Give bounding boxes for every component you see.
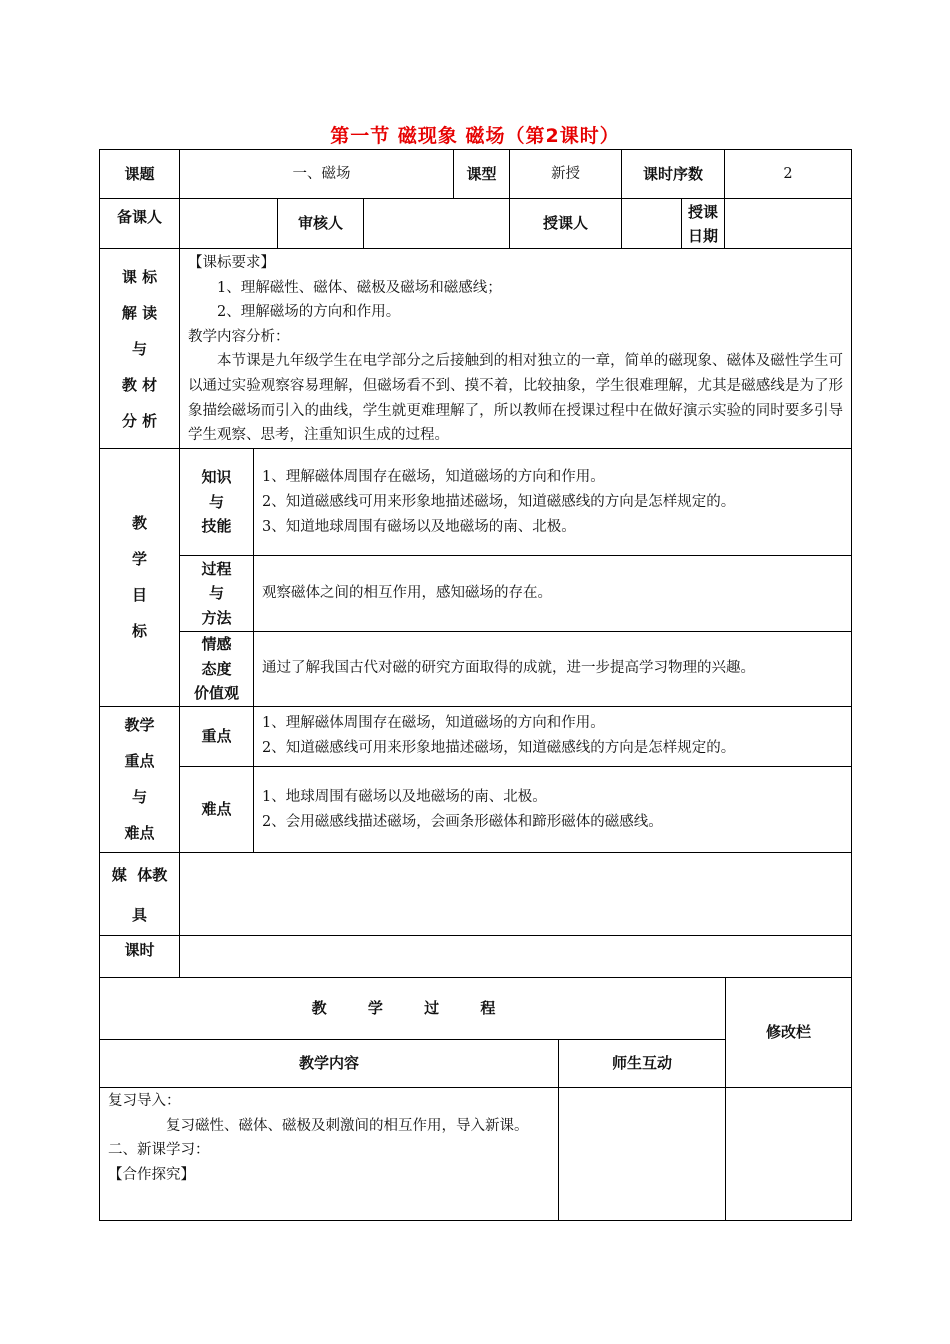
content-line: 二、新课学习： bbox=[108, 1142, 210, 1158]
teacher-label: 授课人 bbox=[510, 199, 622, 249]
date-label-line-2: 日期 bbox=[688, 226, 719, 245]
knowledge-label bbox=[180, 449, 254, 556]
knowledge-item: 2、知道磁感线可用来形象地描述磁场，知道磁感线的方向是怎样规定的。 bbox=[262, 494, 736, 510]
emotion-label-line: 价值观 bbox=[193, 684, 239, 702]
process-heading-row bbox=[100, 978, 852, 1040]
knowledge-label-line: 与 bbox=[208, 492, 224, 511]
standards-heading: 【课标要求】 bbox=[188, 255, 275, 271]
header-row-1 bbox=[100, 150, 852, 199]
goals-label-line: 学 bbox=[131, 550, 147, 569]
standards-label-line: 课 标 bbox=[121, 267, 158, 286]
lesson-plan-table bbox=[99, 149, 852, 978]
key-point-item: 2、知道磁感线可用来形象地描述磁场，知道磁感线的方向是怎样规定的。 bbox=[262, 739, 736, 756]
focus-label bbox=[100, 706, 180, 852]
document-title: 第一节 磁现象 磁场（第2课时） bbox=[330, 125, 620, 147]
analysis-text: 本节课是九年级学生在电学部分之后接触到的相对独立的一章，简单的磁现象、磁体及磁性学生可以通过实验观察容易理解，但磁场看不到、摸不着，比较抽象，学生很难理解，尤其是磁感线是为了形象描绘磁场而引入的曲线，学生就更难理解了，所以教师在授课过程中在做好演示实验的同时要多引导学生观察、思考，注重知识生成的过程。 bbox=[188, 353, 844, 444]
reviewer-label: 审核人 bbox=[278, 199, 364, 249]
standards-requirement: 2、理解磁场的方向和作用。 bbox=[217, 304, 401, 321]
interaction-content bbox=[559, 1088, 726, 1221]
key-point-label: 重点 bbox=[180, 706, 254, 766]
focus-label-line: 教学 bbox=[124, 716, 155, 734]
knowledge-item: 1、理解磁体周围存在磁场，知道磁场的方向和作用。 bbox=[262, 469, 605, 485]
interaction-label: 师生互动 bbox=[559, 1040, 726, 1088]
emotion-label-line: 态度 bbox=[201, 659, 232, 678]
standards-row bbox=[100, 249, 852, 449]
emotion-label-line: 情感 bbox=[201, 635, 232, 653]
process-label-line: 方法 bbox=[201, 608, 232, 627]
focus-label-line: 与 bbox=[131, 788, 147, 806]
preparer-label: 备课人 bbox=[100, 199, 180, 249]
standards-requirement: 1、理解磁性、磁体、磁极及磁场和磁感线； bbox=[217, 279, 502, 296]
emotion-content: 通过了解我国古代对磁的研究方面取得的成就，进一步提高学习物理的兴趣。 bbox=[254, 632, 852, 707]
goals-emotion-row bbox=[100, 632, 852, 707]
process-label-line: 过程 bbox=[201, 559, 232, 578]
goals-knowledge-row bbox=[100, 449, 852, 556]
process-label-line: 与 bbox=[208, 584, 224, 603]
difficult-point-item: 1、地球周围有磁场以及地磁场的南、北极。 bbox=[262, 788, 547, 805]
topic-value: 一、磁场 bbox=[180, 150, 454, 199]
process-content: 观察磁体之间的相互作用，感知磁场的存在。 bbox=[254, 556, 852, 632]
content-line: 【合作探究】 bbox=[108, 1166, 195, 1183]
goals-process-row bbox=[100, 556, 852, 632]
preparer-value bbox=[180, 199, 278, 249]
content-line: 复习导入： bbox=[108, 1093, 181, 1109]
media-content bbox=[180, 852, 852, 935]
key-point-item: 1、理解磁体周围存在磁场，知道磁场的方向和作用。 bbox=[262, 714, 605, 731]
period-number-label: 课时序数 bbox=[622, 150, 725, 199]
type-value: 新授 bbox=[510, 150, 622, 199]
hours-content bbox=[180, 935, 852, 977]
difficult-point-content bbox=[254, 766, 852, 852]
period-number-value: 2 bbox=[725, 150, 852, 199]
emotion-label bbox=[180, 632, 254, 707]
media-label bbox=[100, 852, 180, 935]
revision-content bbox=[726, 1088, 852, 1221]
hours-label: 课时 bbox=[100, 935, 180, 977]
process-heading bbox=[100, 978, 726, 1040]
hours-row bbox=[100, 935, 852, 977]
difficult-point-item: 2、会用磁感线描述磁场，会画条形磁体和蹄形磁体的磁感线。 bbox=[262, 813, 663, 830]
key-point-content bbox=[254, 706, 852, 766]
content-line: 复习磁性、磁体、磁极及刺激间的相互作用，导入新课。 bbox=[166, 1117, 529, 1134]
date-label-line-1: 授课 bbox=[688, 202, 719, 221]
process-heading-text: 教 学 过 程 bbox=[311, 999, 514, 1017]
goals-label-line: 教 bbox=[131, 514, 147, 533]
focus-difficult-row bbox=[100, 766, 852, 852]
header-row-2 bbox=[100, 199, 852, 249]
teaching-content bbox=[100, 1088, 559, 1221]
process-body-row bbox=[100, 1088, 852, 1221]
focus-label-line: 难点 bbox=[124, 824, 155, 842]
difficult-point-label: 难点 bbox=[180, 766, 254, 852]
teaching-process-table bbox=[99, 977, 852, 1221]
teacher-value bbox=[622, 199, 682, 249]
revision-column-label: 修改栏 bbox=[726, 978, 852, 1088]
knowledge-content bbox=[254, 449, 852, 556]
goals-label-line: 标 bbox=[131, 622, 147, 641]
focus-label-line: 重点 bbox=[124, 752, 155, 770]
type-label: 课型 bbox=[454, 150, 510, 199]
focus-key-row bbox=[100, 706, 852, 766]
standards-label-line: 分 析 bbox=[121, 411, 158, 430]
reviewer-value bbox=[364, 199, 510, 249]
date-label bbox=[682, 199, 725, 249]
analysis-heading: 教学内容分析： bbox=[188, 328, 290, 345]
teaching-content-label: 教学内容 bbox=[100, 1040, 559, 1088]
topic-label: 课题 bbox=[100, 150, 180, 199]
standards-label-line: 解 读 bbox=[121, 303, 158, 322]
standards-content bbox=[180, 249, 852, 449]
standards-label-line: 教 材 bbox=[121, 375, 158, 394]
date-value bbox=[725, 199, 852, 249]
standards-label-line: 与 bbox=[131, 339, 147, 358]
media-row bbox=[100, 852, 852, 935]
standards-label bbox=[100, 249, 180, 449]
media-label-line: 具 bbox=[131, 905, 147, 924]
knowledge-label-line: 技能 bbox=[201, 517, 232, 535]
goals-label bbox=[100, 449, 180, 707]
knowledge-item: 3、知道地球周围有磁场以及地磁场的南、北极。 bbox=[262, 519, 576, 535]
process-label bbox=[180, 556, 254, 632]
media-label-line: 媒 体教 bbox=[111, 865, 168, 884]
knowledge-label-line: 知识 bbox=[201, 468, 232, 486]
goals-label-line: 目 bbox=[131, 586, 147, 605]
